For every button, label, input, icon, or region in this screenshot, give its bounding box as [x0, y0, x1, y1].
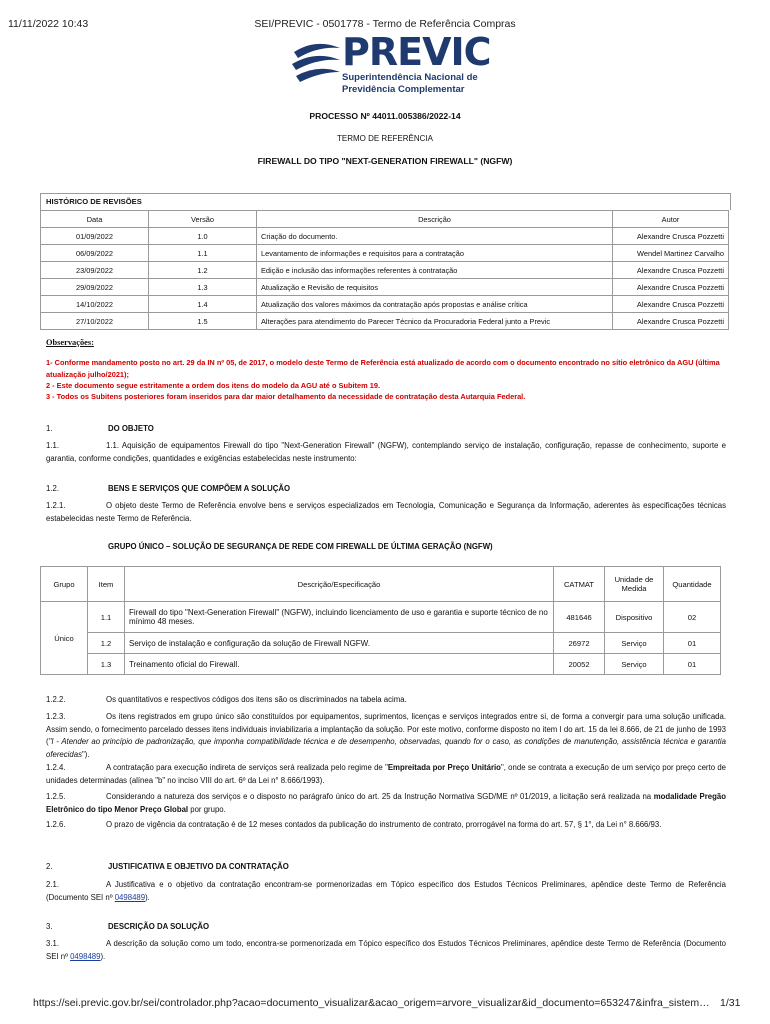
paragraph-1-2-3	[46, 711, 726, 761]
group-header: Item	[88, 567, 125, 602]
print-title: SEI/PREVIC - 0501778 - Termo de Referência Compras	[254, 18, 516, 30]
table-row	[41, 296, 729, 313]
paragraph-3-1	[46, 938, 726, 963]
observation-item: 2 - Este documento segue estritamente a ordem dos itens do modelo da AGU até o Subitem 19.	[46, 381, 381, 390]
item-unit: Dispositivo	[605, 602, 664, 633]
item-unit: Serviço	[605, 633, 664, 654]
item-number: 1.2	[88, 633, 125, 654]
item-quantity: 02	[664, 602, 721, 633]
paragraph-text: A descrição da solução como um todo, encontra-se pormenorizada em Tópico específico dos Estudos Técnicos Preliminares, apêndice deste Termo de Referência (Documento SEI nº	[46, 939, 726, 961]
history-header: Descrição	[257, 211, 613, 228]
section-2-title: JUSTIFICATIVA E OBJETIVO DA CONTRATAÇÃO	[108, 862, 289, 871]
history-date: 14/10/2022	[41, 296, 149, 313]
paragraph-number: 1.2.4.	[46, 763, 66, 772]
logo-word: PREVIC	[342, 30, 491, 74]
processo-number: PROCESSO Nº 44011.005386/2022-14	[309, 111, 461, 121]
paragraph-number: 2.1.	[46, 880, 60, 889]
history-header: Data	[41, 211, 149, 228]
history-date: 23/09/2022	[41, 262, 149, 279]
history-author: Wendel Martinez Carvalho	[613, 245, 729, 262]
group-header: CATMAT	[554, 567, 605, 602]
history-description: Alterações para atendimento do Parecer Técnico da Procuradoria Federal junto a Previc	[257, 313, 613, 330]
history-description: Atualização dos valores máximos da contratação após propostas e análise crítica	[257, 296, 613, 313]
paragraph-number: 1.2.5.	[46, 792, 66, 801]
history-author: Alexandre Crusca Pozzetti	[613, 279, 729, 296]
history-version: 1.3	[149, 279, 257, 296]
paragraph-1-2-2	[46, 694, 726, 707]
history-version: 1.2	[149, 262, 257, 279]
item-quantity: 01	[664, 633, 721, 654]
paragraph-text: por grupo.	[188, 804, 226, 814]
paragraph-text: A Justificativa e o objetivo da contratação encontram-se pormenorizadas em Tópico específico dos Estudos Técnicos Preliminares, apêndice deste Termo de Referência (Documento SEI nº	[46, 880, 726, 902]
paragraph-text: 1.1. Aquisição de equipamentos Firewall do tipo "Next-Generation Firewall" (NGFW), contemplando serviço de instalação, configuração, repasse de conhecimento, suporte e garantia, conforme condições, quantidades e exigências estabelecidas neste instrumento:	[46, 441, 726, 463]
history-table	[40, 210, 729, 330]
paragraph-1-2-title: BENS E SERVIÇOS QUE COMPÕEM A SOLUÇÃO	[108, 484, 291, 493]
table-row	[41, 262, 729, 279]
item-catmat: 481646	[554, 602, 605, 633]
previc-logo	[290, 30, 491, 102]
paragraph-number: 1.2.6.	[46, 820, 66, 829]
item-description: Treinamento oficial do Firewall.	[125, 654, 554, 675]
section-1-title: DO OBJETO	[108, 424, 154, 433]
history-date: 06/09/2022	[41, 245, 149, 262]
item-catmat: 26972	[554, 633, 605, 654]
group-title: GRUPO ÚNICO – SOLUÇÃO DE SEGURANÇA DE REDE COM FIREWALL DE ÚLTIMA GERAÇÃO (NGFW)	[108, 542, 493, 551]
paragraph-1-1	[46, 440, 726, 465]
section-2-number: 2.	[46, 862, 53, 871]
group-header: Grupo	[41, 567, 88, 602]
history-description: Levantamento de informações e requisitos para a contratação	[257, 245, 613, 262]
item-unit: Serviço	[605, 654, 664, 675]
history-version: 1.4	[149, 296, 257, 313]
page-number: 1/31	[720, 997, 741, 1009]
print-url: https://sei.previc.gov.br/sei/controlador.php?acao=documento_visualizar&acao_origem=arvore_visualizar&id_documento=653247&infra_sistem…	[33, 997, 710, 1009]
history-header-row	[41, 211, 729, 228]
history-author: Alexandre Crusca Pozzetti	[613, 262, 729, 279]
paragraph-text: ", onde se contrata a execução de um serviço por preço certo de unidades determinadas (alínea "b" no inciso VIII do art. 6º da Lei n° 8.666/1993).	[46, 763, 727, 785]
paragraph-number: 1.1.	[46, 441, 60, 450]
table-row	[41, 654, 721, 675]
logo-line1: Superintendência Nacional de	[342, 72, 478, 83]
table-row	[41, 602, 721, 633]
history-version: 1.5	[149, 313, 257, 330]
paragraph-text: Considerando a natureza dos serviços e o disposto no parágrafo único do art. 25 da Instrução Normativa SGD/ME nº 01/2019, a licitação será realizada na	[106, 792, 654, 801]
table-row	[41, 313, 729, 330]
table-row	[41, 633, 721, 654]
item-number: 1.3	[88, 654, 125, 675]
document-object: FIREWALL DO TIPO "NEXT-GENERATION FIREWALL" (NGFW)	[257, 156, 513, 166]
paragraph-text: A contratação para execução indireta de serviços será realizada pelo regime de "	[106, 763, 388, 772]
group-header-row	[41, 567, 721, 602]
history-date: 27/10/2022	[41, 313, 149, 330]
logo-swoosh-icon	[290, 38, 342, 82]
paragraph-number: 1.2.1.	[46, 501, 66, 510]
group-header: Unidade de Medida	[605, 567, 664, 602]
sei-document-link[interactable]: 0498489	[114, 892, 146, 902]
paragraph-emphasis: modalidade Pregão Eletrônico do tipo Menor Preço Global	[46, 792, 726, 814]
print-datetime: 11/11/2022 10:43	[8, 18, 89, 30]
item-description: Serviço de instalação e configuração da solução de Firewall NGFW.	[125, 633, 554, 654]
paragraph-number: 1.2.3.	[46, 712, 66, 721]
paragraph-quote: "I - Atender ao princípio de padronização, que imponha compatibilidade técnica e de desempenho, observadas, quando for o caso, as condições de manutenção, assistência técnica e garantia oferecidas	[46, 737, 726, 759]
history-author: Alexandre Crusca Pozzetti	[613, 313, 729, 330]
document-type: TERMO DE REFERÊNCIA	[336, 134, 433, 143]
table-row	[41, 228, 729, 245]
paragraph-1-2-6	[46, 819, 726, 832]
group-header: Quantidade	[664, 567, 721, 602]
paragraph-text: ").	[81, 749, 90, 759]
paragraph-text: ).	[100, 951, 106, 961]
group-name: Único	[41, 602, 88, 675]
history-title-box	[40, 193, 731, 210]
table-row	[41, 279, 729, 296]
section-1-number: 1.	[46, 424, 53, 433]
history-author: Alexandre Crusca Pozzetti	[613, 228, 729, 245]
paragraph-2-1	[46, 879, 726, 904]
item-description: Firewall do tipo "Next-Generation Firewall" (NGFW), incluindo licenciamento de uso e garantia e suporte técnico de no mínimo 48 meses.	[125, 602, 554, 633]
paragraph-text: O objeto deste Termo de Referência envolve bens e serviços especializados em Tecnologia, Comunicação e Segurança da Informação, aderentes às especificações técnicas estabelecidas neste Termo de Referência.	[46, 501, 726, 523]
table-row	[41, 245, 729, 262]
logo-line2: Previdência Complementar	[342, 84, 465, 95]
group-table	[40, 566, 721, 675]
paragraph-text: Os itens registrados em grupo único são constituídos por equipamentos, suprimentos, licenças e serviços integrados entre si, de forma a convergir para uma solução unificada. Assim sendo, o fornecimento parcelado desses itens individuais inviabilizaria a implantação da solução. Por este motivo, conforme disposto no item I do art. 15 da lei 8.666, de 21 de junho de 1993 (	[46, 712, 726, 746]
history-header: Versão	[149, 211, 257, 228]
paragraph-text: ).	[145, 892, 150, 902]
observation-item: 1- Conforme mandamento posto no art. 29 da IN nº 05, de 2017, o modelo deste Termo de Referência está atualizado de acordo com o documento encontrado no sítio eletrônico da AGU (última atualização julho/2021);	[46, 358, 720, 379]
group-header: Descrição/Especificação	[125, 567, 554, 602]
history-title: HISTÓRICO DE REVISÕES	[46, 197, 142, 206]
observations-title: Observações:	[46, 338, 94, 347]
item-quantity: 01	[664, 654, 721, 675]
history-version: 1.1	[149, 245, 257, 262]
history-date: 29/09/2022	[41, 279, 149, 296]
history-date: 01/09/2022	[41, 228, 149, 245]
history-description: Edição e inclusão das informações referentes à contratação	[257, 262, 613, 279]
paragraph-1-2-number: 1.2.	[46, 484, 60, 493]
section-3-title: DESCRIÇÃO DA SOLUÇÃO	[108, 922, 210, 931]
history-version: 1.0	[149, 228, 257, 245]
item-number: 1.1	[88, 602, 125, 633]
section-3-number: 3.	[46, 922, 53, 931]
paragraph-number: 1.2.2.	[46, 695, 66, 704]
item-catmat: 20052	[554, 654, 605, 675]
paragraph-1-2-1	[46, 500, 726, 525]
sei-document-link[interactable]: 0498489	[70, 951, 101, 961]
paragraph-emphasis: Empreitada por Preço Unitário	[387, 763, 501, 772]
paragraph-1-2-5	[46, 791, 726, 816]
observation-item: 3 - Todos os Subitens posteriores foram inseridos para dar maior detalhamento da necessidade de contratação desta Autarquia Federal.	[46, 392, 526, 401]
history-description: Criação do documento.	[257, 228, 613, 245]
paragraph-text: O prazo de vigência da contratação é de 12 meses contados da publicação do instrumento de contrato, prorrogável na forma do art. 57, § 1°, da Lei n° 8.666/93.	[106, 820, 662, 829]
history-header: Autor	[613, 211, 729, 228]
paragraph-number: 3.1.	[46, 939, 60, 948]
history-description: Atualização e Revisão de requisitos	[257, 279, 613, 296]
history-author: Alexandre Crusca Pozzetti	[613, 296, 729, 313]
paragraph-1-2-4	[46, 762, 726, 787]
paragraph-text: Os quantitativos e respectivos códigos dos itens são os discriminados na tabela acima.	[106, 695, 407, 704]
